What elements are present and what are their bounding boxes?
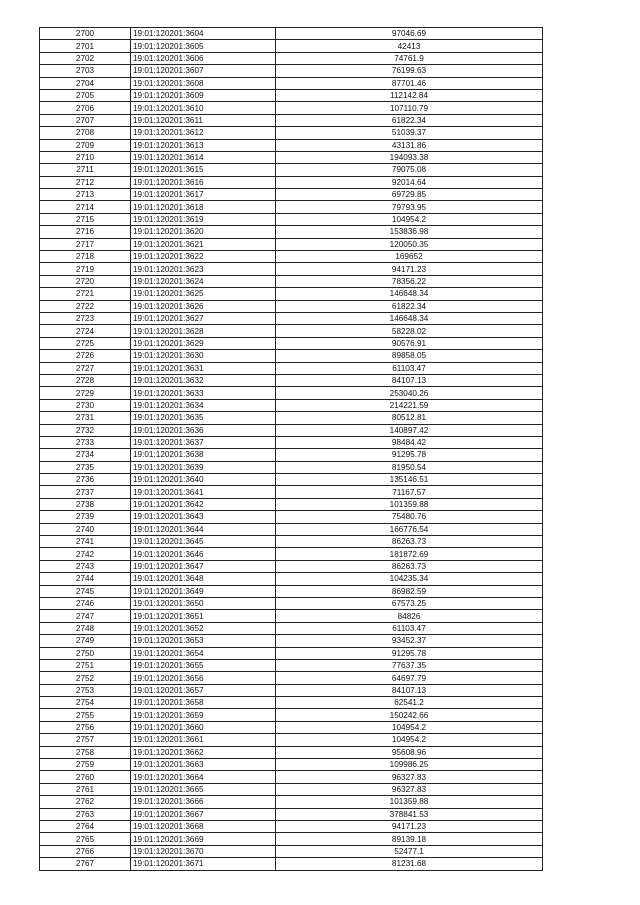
value-cell: 74761.9 [276, 52, 543, 64]
value-cell: 52477.1 [276, 845, 543, 857]
table-row [40, 746, 543, 758]
table-row [40, 721, 543, 733]
row-number-cell: 2706 [40, 102, 131, 114]
value-cell: 75480.76 [276, 511, 543, 523]
value-cell: 109986.25 [276, 759, 543, 771]
table-row [40, 548, 543, 560]
value-cell: 51039.37 [276, 127, 543, 139]
row-number-cell: 2704 [40, 77, 131, 89]
cadastral-number-cell: 19:01:120201:3655 [131, 659, 276, 671]
cadastral-number-cell: 19:01:120201:3634 [131, 399, 276, 411]
row-number-cell: 2755 [40, 709, 131, 721]
table-row [40, 474, 543, 486]
cadastral-number-cell: 19:01:120201:3635 [131, 412, 276, 424]
row-number-cell: 2709 [40, 139, 131, 151]
value-cell: 112142.84 [276, 89, 543, 101]
row-number-cell: 2729 [40, 387, 131, 399]
cadastral-number-cell: 19:01:120201:3656 [131, 672, 276, 684]
row-number-cell: 2765 [40, 833, 131, 845]
cadastral-number-cell: 19:01:120201:3623 [131, 263, 276, 275]
cadastral-number-cell: 19:01:120201:3660 [131, 721, 276, 733]
row-number-cell: 2705 [40, 89, 131, 101]
cadastral-number-cell: 19:01:120201:3611 [131, 114, 276, 126]
value-cell: 42413 [276, 40, 543, 52]
value-cell: 64697.79 [276, 672, 543, 684]
value-cell: 43131.86 [276, 139, 543, 151]
table-row [40, 610, 543, 622]
row-number-cell: 2740 [40, 523, 131, 535]
value-cell: 91295.78 [276, 647, 543, 659]
row-number-cell: 2712 [40, 176, 131, 188]
table-row [40, 573, 543, 585]
value-cell: 89139.18 [276, 833, 543, 845]
row-number-cell: 2717 [40, 238, 131, 250]
row-number-cell: 2714 [40, 201, 131, 213]
cadastral-number-cell: 19:01:120201:3644 [131, 523, 276, 535]
table-row [40, 251, 543, 263]
row-number-cell: 2703 [40, 65, 131, 77]
value-cell: 104954.2 [276, 213, 543, 225]
value-cell: 120050.35 [276, 238, 543, 250]
table-row [40, 697, 543, 709]
cadastral-number-cell: 19:01:120201:3615 [131, 164, 276, 176]
cadastral-number-cell: 19:01:120201:3608 [131, 77, 276, 89]
cadastral-number-cell: 19:01:120201:3606 [131, 52, 276, 64]
value-cell: 87701.46 [276, 77, 543, 89]
row-number-cell: 2739 [40, 511, 131, 523]
value-cell: 71167.57 [276, 486, 543, 498]
row-number-cell: 2744 [40, 573, 131, 585]
row-number-cell: 2754 [40, 697, 131, 709]
value-cell: 78356.22 [276, 275, 543, 287]
value-cell: 98484.42 [276, 436, 543, 448]
row-number-cell: 2745 [40, 585, 131, 597]
row-number-cell: 2723 [40, 312, 131, 324]
value-cell: 80512.81 [276, 412, 543, 424]
row-number-cell: 2713 [40, 189, 131, 201]
value-cell: 97046.69 [276, 28, 543, 40]
cadastral-number-cell: 19:01:120201:3620 [131, 226, 276, 238]
table-row [40, 238, 543, 250]
value-cell: 91295.78 [276, 449, 543, 461]
cadastral-number-cell: 19:01:120201:3618 [131, 201, 276, 213]
value-cell: 378841.53 [276, 808, 543, 820]
table-row [40, 759, 543, 771]
row-number-cell: 2735 [40, 461, 131, 473]
row-number-cell: 2749 [40, 635, 131, 647]
value-cell: 253040.26 [276, 387, 543, 399]
table-row [40, 89, 543, 101]
table-row [40, 412, 543, 424]
cadastral-number-cell: 19:01:120201:3653 [131, 635, 276, 647]
value-cell: 92014.64 [276, 176, 543, 188]
table-row [40, 263, 543, 275]
row-number-cell: 2762 [40, 796, 131, 808]
cadastral-number-cell: 19:01:120201:3641 [131, 486, 276, 498]
value-cell: 101359.88 [276, 498, 543, 510]
cadastral-number-cell: 19:01:120201:3630 [131, 350, 276, 362]
table-row [40, 461, 543, 473]
value-cell: 96327.83 [276, 771, 543, 783]
value-cell: 79793.95 [276, 201, 543, 213]
row-number-cell: 2724 [40, 325, 131, 337]
table-row [40, 635, 543, 647]
value-cell: 104235.34 [276, 573, 543, 585]
value-cell: 58228.02 [276, 325, 543, 337]
value-cell: 86263.73 [276, 560, 543, 572]
cadastral-number-cell: 19:01:120201:3622 [131, 251, 276, 263]
cadastral-number-cell: 19:01:120201:3625 [131, 288, 276, 300]
table-row [40, 536, 543, 548]
value-cell: 62541.2 [276, 697, 543, 709]
row-number-cell: 2710 [40, 151, 131, 163]
cadastral-number-cell: 19:01:120201:3652 [131, 622, 276, 634]
row-number-cell: 2746 [40, 597, 131, 609]
table-row [40, 325, 543, 337]
table-row [40, 771, 543, 783]
cadastral-number-cell: 19:01:120201:3646 [131, 548, 276, 560]
cadastral-number-cell: 19:01:120201:3662 [131, 746, 276, 758]
row-number-cell: 2753 [40, 684, 131, 696]
table-row [40, 585, 543, 597]
value-cell: 69729.85 [276, 189, 543, 201]
table-row [40, 436, 543, 448]
cadastral-number-cell: 19:01:120201:3621 [131, 238, 276, 250]
value-cell: 84107.13 [276, 684, 543, 696]
table-row [40, 350, 543, 362]
table-row [40, 523, 543, 535]
cadastral-number-cell: 19:01:120201:3638 [131, 449, 276, 461]
row-number-cell: 2748 [40, 622, 131, 634]
value-cell: 67573.25 [276, 597, 543, 609]
value-cell: 61822.34 [276, 114, 543, 126]
value-cell: 86982.59 [276, 585, 543, 597]
row-number-cell: 2761 [40, 783, 131, 795]
cadastral-number-cell: 19:01:120201:3605 [131, 40, 276, 52]
value-cell: 214221.59 [276, 399, 543, 411]
cadastral-number-cell: 19:01:120201:3650 [131, 597, 276, 609]
table-row [40, 337, 543, 349]
row-number-cell: 2741 [40, 536, 131, 548]
cadastral-value-table [39, 27, 543, 871]
value-cell: 93452.37 [276, 635, 543, 647]
table-row [40, 511, 543, 523]
table-row [40, 622, 543, 634]
row-number-cell: 2733 [40, 436, 131, 448]
table-row [40, 845, 543, 857]
table-row [40, 362, 543, 374]
value-cell: 104954.2 [276, 721, 543, 733]
cadastral-number-cell: 19:01:120201:3643 [131, 511, 276, 523]
table-row [40, 374, 543, 386]
cadastral-number-cell: 19:01:120201:3659 [131, 709, 276, 721]
table-row [40, 300, 543, 312]
cadastral-number-cell: 19:01:120201:3670 [131, 845, 276, 857]
value-cell: 146648.34 [276, 312, 543, 324]
table-row [40, 151, 543, 163]
value-cell: 61103.47 [276, 362, 543, 374]
table-row [40, 189, 543, 201]
value-cell: 81950.54 [276, 461, 543, 473]
table-row [40, 52, 543, 64]
cadastral-number-cell: 19:01:120201:3668 [131, 821, 276, 833]
table-row [40, 672, 543, 684]
table-row [40, 783, 543, 795]
value-cell: 61103.47 [276, 622, 543, 634]
row-number-cell: 2700 [40, 28, 131, 40]
cadastral-number-cell: 19:01:120201:3607 [131, 65, 276, 77]
table-row [40, 424, 543, 436]
value-cell: 94171.23 [276, 263, 543, 275]
row-number-cell: 2708 [40, 127, 131, 139]
value-cell: 84826 [276, 610, 543, 622]
table-row [40, 114, 543, 126]
cadastral-number-cell: 19:01:120201:3629 [131, 337, 276, 349]
row-number-cell: 2743 [40, 560, 131, 572]
cadastral-number-cell: 19:01:120201:3619 [131, 213, 276, 225]
row-number-cell: 2751 [40, 659, 131, 671]
table-row [40, 387, 543, 399]
table-row [40, 139, 543, 151]
cadastral-number-cell: 19:01:120201:3671 [131, 858, 276, 870]
cadastral-number-cell: 19:01:120201:3651 [131, 610, 276, 622]
table-row [40, 275, 543, 287]
value-cell: 181872.69 [276, 548, 543, 560]
value-cell: 86263.73 [276, 536, 543, 548]
table-row [40, 597, 543, 609]
cadastral-number-cell: 19:01:120201:3639 [131, 461, 276, 473]
cadastral-number-cell: 19:01:120201:3640 [131, 474, 276, 486]
table-row [40, 821, 543, 833]
cadastral-number-cell: 19:01:120201:3627 [131, 312, 276, 324]
row-number-cell: 2726 [40, 350, 131, 362]
table-row [40, 449, 543, 461]
row-number-cell: 2730 [40, 399, 131, 411]
row-number-cell: 2715 [40, 213, 131, 225]
row-number-cell: 2747 [40, 610, 131, 622]
row-number-cell: 2727 [40, 362, 131, 374]
row-number-cell: 2737 [40, 486, 131, 498]
cadastral-number-cell: 19:01:120201:3613 [131, 139, 276, 151]
value-cell: 135146.51 [276, 474, 543, 486]
value-cell: 150242.66 [276, 709, 543, 721]
row-number-cell: 2731 [40, 412, 131, 424]
cadastral-number-cell: 19:01:120201:3669 [131, 833, 276, 845]
value-cell: 84107.13 [276, 374, 543, 386]
table-row [40, 498, 543, 510]
row-number-cell: 2719 [40, 263, 131, 275]
table-row [40, 399, 543, 411]
table-row [40, 647, 543, 659]
row-number-cell: 2758 [40, 746, 131, 758]
cadastral-number-cell: 19:01:120201:3645 [131, 536, 276, 548]
value-cell: 107110.79 [276, 102, 543, 114]
cadastral-number-cell: 19:01:120201:3604 [131, 28, 276, 40]
table-row [40, 164, 543, 176]
value-cell: 90576.91 [276, 337, 543, 349]
cadastral-number-cell: 19:01:120201:3610 [131, 102, 276, 114]
cadastral-number-cell: 19:01:120201:3628 [131, 325, 276, 337]
value-cell: 89858.05 [276, 350, 543, 362]
table-row [40, 288, 543, 300]
cadastral-number-cell: 19:01:120201:3614 [131, 151, 276, 163]
cadastral-number-cell: 19:01:120201:3612 [131, 127, 276, 139]
row-number-cell: 2742 [40, 548, 131, 560]
table-row [40, 833, 543, 845]
value-cell: 76199.63 [276, 65, 543, 77]
row-number-cell: 2752 [40, 672, 131, 684]
value-cell: 94171.23 [276, 821, 543, 833]
value-cell: 104954.2 [276, 734, 543, 746]
cadastral-number-cell: 19:01:120201:3624 [131, 275, 276, 287]
row-number-cell: 2738 [40, 498, 131, 510]
row-number-cell: 2763 [40, 808, 131, 820]
cadastral-number-cell: 19:01:120201:3665 [131, 783, 276, 795]
value-cell: 96327.83 [276, 783, 543, 795]
table-row [40, 858, 543, 870]
table-row [40, 201, 543, 213]
cadastral-number-cell: 19:01:120201:3664 [131, 771, 276, 783]
row-number-cell: 2707 [40, 114, 131, 126]
row-number-cell: 2766 [40, 845, 131, 857]
row-number-cell: 2702 [40, 52, 131, 64]
row-number-cell: 2736 [40, 474, 131, 486]
cadastral-number-cell: 19:01:120201:3636 [131, 424, 276, 436]
table-row [40, 684, 543, 696]
table-row [40, 560, 543, 572]
row-number-cell: 2750 [40, 647, 131, 659]
cadastral-number-cell: 19:01:120201:3647 [131, 560, 276, 572]
cadastral-number-cell: 19:01:120201:3637 [131, 436, 276, 448]
cadastral-number-cell: 19:01:120201:3649 [131, 585, 276, 597]
row-number-cell: 2767 [40, 858, 131, 870]
table-row [40, 796, 543, 808]
value-cell: 79075.08 [276, 164, 543, 176]
cadastral-number-cell: 19:01:120201:3631 [131, 362, 276, 374]
cadastral-number-cell: 19:01:120201:3663 [131, 759, 276, 771]
table-row [40, 659, 543, 671]
value-cell: 140897.42 [276, 424, 543, 436]
cadastral-number-cell: 19:01:120201:3632 [131, 374, 276, 386]
cadastral-number-cell: 19:01:120201:3648 [131, 573, 276, 585]
row-number-cell: 2725 [40, 337, 131, 349]
row-number-cell: 2756 [40, 721, 131, 733]
value-cell: 101359.88 [276, 796, 543, 808]
cadastral-number-cell: 19:01:120201:3626 [131, 300, 276, 312]
cadastral-number-cell: 19:01:120201:3617 [131, 189, 276, 201]
cadastral-number-cell: 19:01:120201:3666 [131, 796, 276, 808]
cadastral-number-cell: 19:01:120201:3616 [131, 176, 276, 188]
table-row [40, 213, 543, 225]
table-row [40, 176, 543, 188]
value-cell: 95608.96 [276, 746, 543, 758]
table-row [40, 102, 543, 114]
value-cell: 166776.54 [276, 523, 543, 535]
row-number-cell: 2734 [40, 449, 131, 461]
table-row [40, 65, 543, 77]
row-number-cell: 2701 [40, 40, 131, 52]
table-row [40, 734, 543, 746]
table-row [40, 709, 543, 721]
table-row [40, 312, 543, 324]
table-row [40, 127, 543, 139]
table-row [40, 808, 543, 820]
cadastral-number-cell: 19:01:120201:3633 [131, 387, 276, 399]
value-cell: 77637.35 [276, 659, 543, 671]
value-cell: 146648.34 [276, 288, 543, 300]
row-number-cell: 2760 [40, 771, 131, 783]
value-cell: 61822.34 [276, 300, 543, 312]
row-number-cell: 2716 [40, 226, 131, 238]
cadastral-number-cell: 19:01:120201:3661 [131, 734, 276, 746]
row-number-cell: 2718 [40, 251, 131, 263]
row-number-cell: 2759 [40, 759, 131, 771]
row-number-cell: 2722 [40, 300, 131, 312]
value-cell: 194093.38 [276, 151, 543, 163]
row-number-cell: 2757 [40, 734, 131, 746]
cadastral-number-cell: 19:01:120201:3657 [131, 684, 276, 696]
row-number-cell: 2721 [40, 288, 131, 300]
row-number-cell: 2764 [40, 821, 131, 833]
value-cell: 153836.98 [276, 226, 543, 238]
table-row [40, 226, 543, 238]
row-number-cell: 2711 [40, 164, 131, 176]
table-row [40, 486, 543, 498]
value-cell: 169652 [276, 251, 543, 263]
row-number-cell: 2728 [40, 374, 131, 386]
cadastral-number-cell: 19:01:120201:3654 [131, 647, 276, 659]
row-number-cell: 2720 [40, 275, 131, 287]
cadastral-number-cell: 19:01:120201:3609 [131, 89, 276, 101]
cadastral-number-cell: 19:01:120201:3667 [131, 808, 276, 820]
row-number-cell: 2732 [40, 424, 131, 436]
table-row [40, 77, 543, 89]
value-cell: 81231.68 [276, 858, 543, 870]
cadastral-number-cell: 19:01:120201:3658 [131, 697, 276, 709]
table-row [40, 40, 543, 52]
table-row [40, 28, 543, 40]
table-body [40, 28, 543, 871]
cadastral-number-cell: 19:01:120201:3642 [131, 498, 276, 510]
